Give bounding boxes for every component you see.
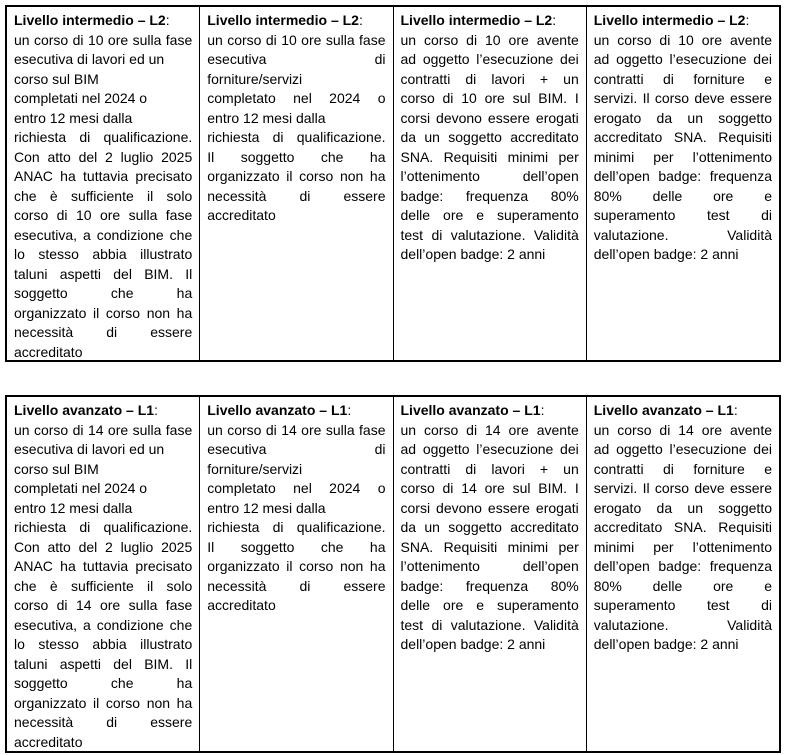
table-cell	[394, 7, 587, 360]
cell-title-colon: :	[540, 402, 545, 418]
text-line: contratti di forniture e	[593, 70, 772, 87]
text-line: contratti di lavori + un	[400, 460, 579, 477]
text-line: minimi per l’ottenimento	[593, 148, 772, 165]
text-line: entro 12 mesi dalla	[14, 109, 133, 126]
text-line: un corso di 14 ore sulla fase	[14, 421, 193, 438]
text-line: corsi devono essere erogati	[400, 109, 579, 126]
table-cell	[200, 397, 393, 751]
text-line: 80% delle ore e	[593, 187, 772, 204]
cell-title: Livello avanzato – L1:	[14, 402, 158, 418]
text-line: Il soggetto che ha	[207, 148, 386, 165]
table-cell	[587, 397, 779, 751]
text-line: da un soggetto accreditato	[400, 519, 579, 535]
text-line: superamento test di	[593, 597, 772, 613]
text-line: accreditato	[207, 597, 276, 613]
cell-title-colon: :	[165, 12, 170, 28]
text-line: richiesta di qualificazione.	[207, 519, 386, 535]
cell-title-colon: :	[154, 402, 158, 418]
cell-body	[207, 421, 385, 616]
text-line: che è sufficiente il solo	[14, 187, 193, 204]
text-line: completato nel 2024 o	[207, 480, 386, 496]
text-line: corso sul BIM	[14, 70, 99, 87]
text-line: completati nel 2024 o	[14, 480, 148, 496]
text-line: ad oggetto l’esecuzione dei	[400, 51, 579, 67]
text-line: da un soggetto accreditato	[400, 129, 579, 145]
text-line: esecutiva, a condizione che	[14, 226, 193, 243]
cell-body	[594, 31, 772, 265]
text-line: contratti di lavori + un	[400, 70, 579, 87]
text-line: ad oggetto l’esecuzione dei	[593, 51, 772, 67]
text-line: dell’open badge: 2 anni	[593, 246, 739, 262]
table-cell	[7, 397, 200, 751]
text-line: servizi. Il corso deve essere	[593, 90, 772, 106]
text-line: corso di 10 ore sul BIM. I	[400, 90, 579, 106]
table-cell	[200, 7, 393, 360]
text-line: un corso di 14 ore sulla fase	[207, 421, 386, 438]
cell-title: Livello intermedio – L2:	[400, 12, 557, 28]
text-line: che è sufficiente il solo	[14, 577, 193, 594]
table-cell	[587, 7, 779, 360]
text-line: un corso di 10 ore avente	[593, 31, 772, 48]
cell-body	[401, 31, 579, 265]
text-line: SNA. Requisiti minimi per	[400, 538, 579, 555]
text-line: minimi per l’ottenimento	[593, 538, 772, 555]
text-line: Con atto del 2 luglio 2025	[14, 538, 193, 555]
text-line: soggetto che ha	[14, 285, 193, 301]
text-line: esecutiva di lavori ed un	[14, 51, 165, 67]
text-line: corso di 10 ore sulla fase	[14, 207, 193, 223]
text-line: accreditato	[14, 733, 83, 750]
text-line: dell’open badge: frequenza	[593, 558, 772, 574]
table-cell	[7, 7, 200, 360]
text-line: ANAC ha tuttavia precisato	[14, 558, 193, 574]
text-line: servizi. Il corso deve essere	[593, 480, 772, 496]
text-line: esecutiva di	[207, 51, 386, 67]
text-line: richiesta di qualificazione.	[207, 129, 386, 145]
text-line: un corso di 14 ore avente	[400, 421, 579, 438]
text-line: corsi devono essere erogati	[400, 499, 579, 516]
text-line: corso di 14 ore sulla fase	[14, 597, 193, 613]
cell-title-colon: :	[745, 12, 750, 28]
cell-title: Livello avanzato – L1:	[400, 402, 545, 418]
text-line: organizzato il corso non ha	[14, 304, 193, 321]
text-line: ANAC ha tuttavia precisato	[14, 168, 193, 184]
text-line: forniture/servizi	[207, 460, 303, 477]
text-line: necessità di essere	[207, 187, 386, 204]
text-line: esecutiva di lavori ed un	[14, 441, 165, 457]
text-line: badge: frequenza 80%	[400, 187, 579, 204]
text-line: entro 12 mesi dalla	[207, 109, 326, 126]
cell-body	[594, 421, 772, 655]
text-line: lo stesso abbia illustrato	[14, 636, 193, 652]
text-line: delle ore e superamento	[400, 597, 579, 613]
text-line: test di valutazione. Validità	[400, 226, 579, 243]
text-line: dell’open badge: frequenza	[593, 168, 772, 184]
text-line: 80% delle ore e	[593, 577, 772, 594]
text-line: organizzato il corso non ha	[207, 168, 386, 184]
text-line: taluni aspetti del BIM. Il	[14, 265, 193, 282]
text-line: Il soggetto che ha	[207, 538, 386, 555]
text-line: richiesta di qualificazione.	[14, 129, 193, 145]
cell-title-colon: :	[347, 402, 352, 418]
cell-title-colon: :	[358, 12, 363, 28]
cell-title: Livello intermedio – L2:	[207, 12, 363, 28]
cell-body	[14, 31, 192, 361]
text-line: l’ottenimento dell’open	[400, 558, 579, 574]
text-line: un corso di 10 ore avente	[400, 31, 579, 48]
text-line: superamento test di	[593, 207, 772, 223]
text-line: entro 12 mesi dalla	[14, 499, 133, 516]
text-line: organizzato il corso non ha	[207, 558, 386, 574]
text-line: accreditato	[207, 207, 276, 223]
cell-title: Livello avanzato – L1:	[207, 402, 352, 418]
text-line: corso sul BIM	[14, 460, 99, 477]
text-line: richiesta di qualificazione.	[14, 519, 193, 535]
text-line: esecutiva, a condizione che	[14, 616, 193, 633]
text-line: soggetto che ha	[14, 675, 193, 691]
cell-title: Livello intermedio – L2:	[593, 12, 750, 28]
text-line: un corso di 14 ore avente	[593, 421, 772, 438]
cell-title-colon: :	[552, 12, 557, 28]
text-line: Con atto del 2 luglio 2025	[14, 148, 193, 165]
table-cell	[394, 397, 587, 751]
text-line: ad oggetto l’esecuzione dei	[593, 441, 772, 457]
text-line: contratti di forniture e	[593, 460, 772, 477]
cell-body	[14, 421, 192, 752]
text-line: completato nel 2024 o	[207, 90, 386, 106]
text-line: delle ore e superamento	[400, 207, 579, 223]
text-line: completati nel 2024 o	[14, 90, 148, 106]
text-line: accreditato	[14, 343, 83, 360]
text-line: esecutiva di	[207, 441, 386, 457]
text-line: entro 12 mesi dalla	[207, 499, 326, 516]
text-line: corso di 14 ore sul BIM. I	[400, 480, 579, 496]
text-line: taluni aspetti del BIM. Il	[14, 655, 193, 672]
text-line: valutazione. Validità	[593, 616, 772, 633]
text-line: l’ottenimento dell’open	[400, 168, 579, 184]
text-line: lo stesso abbia illustrato	[14, 246, 193, 262]
text-line: accreditato SNA. Requisiti	[593, 129, 772, 145]
text-line: necessità di essere	[14, 714, 193, 730]
table-livello-avanzato-l1	[5, 395, 781, 753]
text-line: un corso di 10 ore sulla fase	[207, 31, 386, 48]
text-line: erogato da un soggetto	[593, 109, 772, 126]
text-line: accreditato SNA. Requisiti	[593, 519, 772, 535]
text-line: badge: frequenza 80%	[400, 577, 579, 594]
cell-title: Livello avanzato – L1:	[593, 402, 738, 418]
text-line: organizzato il corso non ha	[14, 694, 193, 711]
text-line: valutazione. Validità	[593, 226, 772, 243]
text-line: ad oggetto l’esecuzione dei	[400, 441, 579, 457]
text-line: necessità di essere	[14, 324, 193, 340]
text-line: SNA. Requisiti minimi per	[400, 148, 579, 165]
text-line: forniture/servizi	[207, 70, 303, 87]
text-line: test di valutazione. Validità	[400, 616, 579, 633]
text-line: dell’open badge: 2 anni	[593, 636, 739, 652]
cell-title-colon: :	[733, 402, 738, 418]
table-livello-intermedio-l2	[5, 5, 781, 362]
text-line: necessità di essere	[207, 577, 386, 594]
cell-body	[401, 421, 579, 655]
text-line: erogato da un soggetto	[593, 499, 772, 516]
cell-body	[207, 31, 385, 226]
cell-title: Livello intermedio – L2:	[14, 12, 170, 28]
text-line: dell’open badge: 2 anni	[400, 636, 546, 652]
text-line: un corso di 10 ore sulla fase	[14, 31, 193, 48]
text-line: dell’open badge: 2 anni	[400, 246, 546, 262]
